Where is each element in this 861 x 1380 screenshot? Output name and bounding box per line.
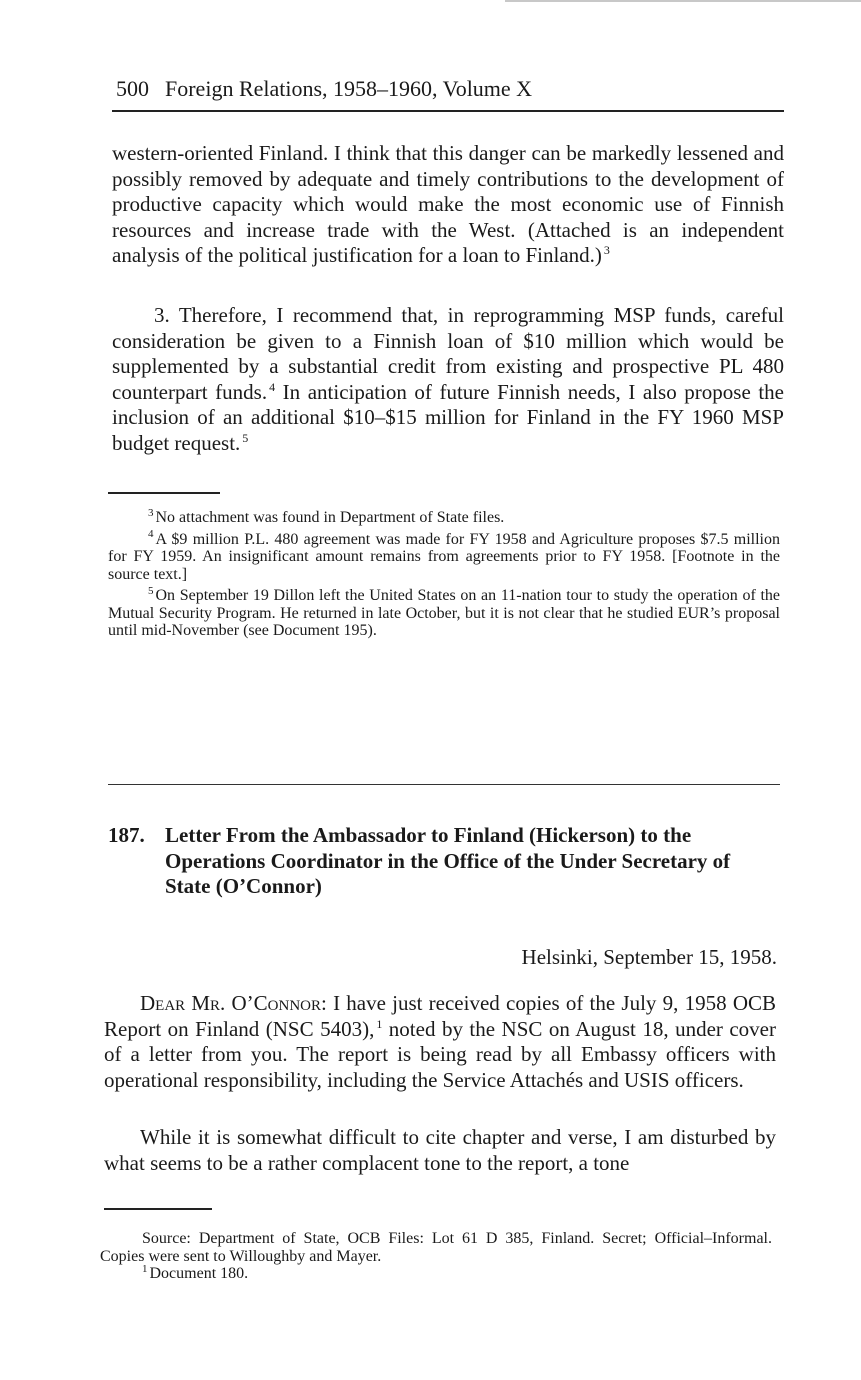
document-heading	[108, 823, 780, 900]
footnote	[108, 584, 780, 640]
dateline: Helsinki, September 15, 1958.	[521, 945, 777, 969]
paragraph-text: western-oriented Finland. I think that this danger can be markedly lessened and possibly removed by adequate and timely contributions to the development of productive capacity which would make the most economic use of Finnish resources and increase trade with the West. (Attached is an independent analysis of the political justification for a loan to Finland.)	[112, 141, 784, 268]
footnote-number: 5	[148, 584, 154, 597]
footnote-text: A $9 million P.L. 480 agreement was made for FY 1958 and Agriculture proposes $7.5 million for FY 1959. An insignificant amount remains from agreements prior to FY 1958. [Footnote in the source text.]	[108, 530, 780, 583]
footnote-number: 3	[148, 506, 154, 519]
footnote	[108, 506, 780, 527]
footnote-ref-3: 3	[603, 243, 610, 258]
top-edge-rule	[505, 0, 861, 2]
footnote	[100, 1262, 772, 1283]
paragraph-continued	[112, 141, 784, 269]
footnotes-section-b	[100, 1230, 772, 1283]
paragraph-text: noted by the NSC on August 18, under cover of a letter from you. The report is being read by all Embassy officers with operational responsibility, including the Service Attachés and USIS officers.	[104, 1016, 776, 1092]
running-header	[116, 76, 532, 102]
footnote	[108, 528, 780, 584]
paragraph-text: 3. Therefore, I recommend that, in reprogramming MSP funds, careful consideration be given to a Finnish loan of $10 million which would be supplemented by a substantial credit from existing and prospective PL 480 counterpart funds.	[112, 303, 784, 404]
footnote-ref-1: 1	[376, 1016, 383, 1031]
footnote-ref-4: 4	[269, 379, 276, 394]
section-divider	[108, 784, 780, 785]
source-note: Source: Department of State, OCB Files: Lot 61 D 385, Finland. Secret; Official–Informal. Copies were sent to Willoughby and Mayer.	[100, 1230, 772, 1265]
paragraph-recommendation	[112, 303, 784, 457]
header-rule	[112, 110, 784, 112]
letter-paragraph-2: While it is somewhat difficult to cite chapter and verse, I am disturbed by what seems to be a rather complacent tone to the report, a tone	[104, 1125, 776, 1175]
footnote-rule	[108, 492, 220, 494]
salutation: Dear Mr. O’Connor:	[140, 991, 327, 1015]
paragraph-text: I have just received copies of the July 9, 1958 OCB Report on Finland (NSC 5403),	[104, 991, 776, 1041]
footnote-rule	[104, 1208, 212, 1210]
page-number: 500	[116, 76, 149, 101]
footnote-text: No attachment was found in Department of State files.	[155, 509, 505, 526]
footnotes-section-a	[108, 506, 780, 644]
letter-paragraph-1	[104, 991, 776, 1093]
footnote-ref-5: 5	[242, 430, 249, 445]
footnote-number: 4	[148, 528, 154, 541]
running-title: Foreign Relations, 1958–1960, Volume X	[165, 76, 533, 101]
document-title: Letter From the Ambassador to Finland (Hickerson) to the Operations Coordinator in the Office of the Under Secretary of State (O’Connor)	[165, 823, 731, 899]
paragraph-text: In anticipation of future Finnish needs, I also propose the inclusion of an additional $10–$15 million for Finland in the FY 1960 MSP budget request.	[112, 379, 784, 455]
footnote-text: On September 19 Dillon left the United States on an 11-nation tour to study the operation of the Mutual Security Program. He returned in late October, but it is not clear that he studied EUR’s proposal until mid-November (see Document 195).	[108, 587, 780, 639]
document-number: 187.	[108, 823, 145, 847]
footnote-number: 1	[142, 1262, 148, 1275]
footnote-text: Document 180.	[149, 1265, 249, 1282]
